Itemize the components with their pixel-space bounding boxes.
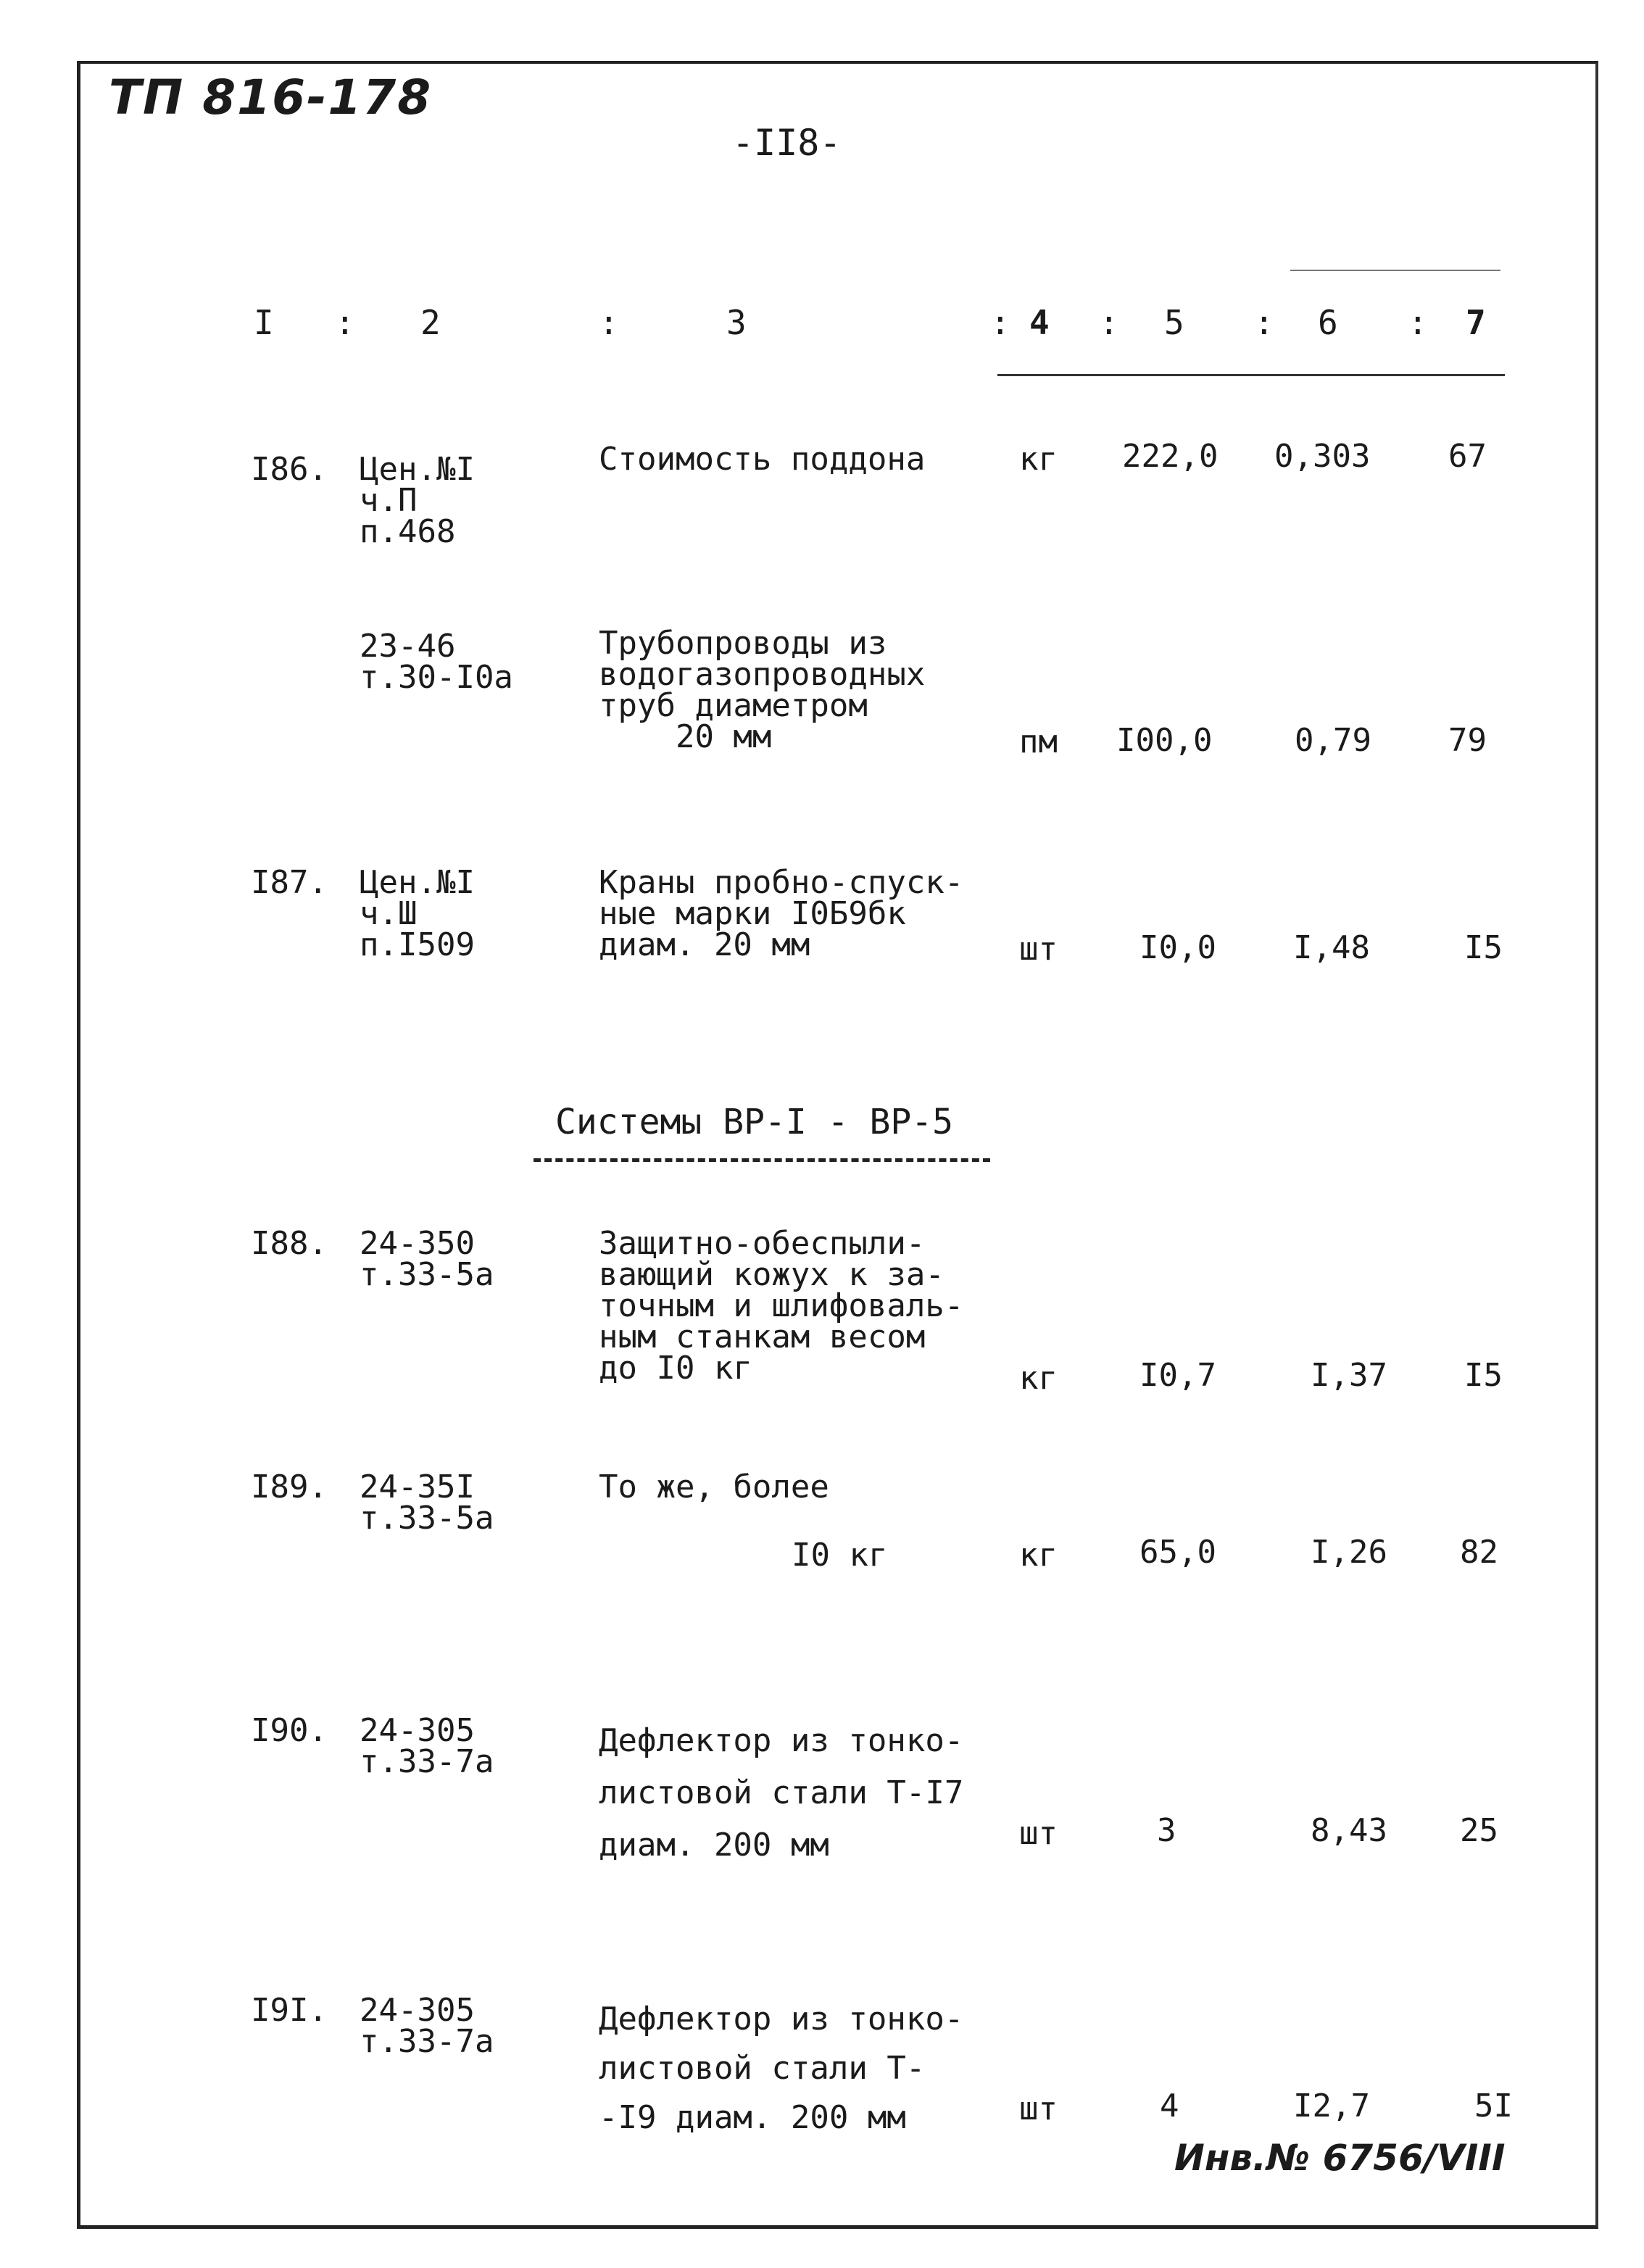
row-reference: Цен.№I ч.Ш п.I509 — [360, 864, 475, 963]
row-number: I88. — [251, 1225, 328, 1262]
column-header-5: 5 — [1164, 303, 1184, 342]
page-border — [77, 61, 1598, 2229]
row-quantity: I0,7 — [1139, 1357, 1216, 1394]
row-description: Трубопроводы из водогазопроводных труб диаметром 20 мм — [599, 625, 926, 755]
row-unit: кг — [1019, 441, 1058, 478]
column-separator: : — [599, 303, 619, 342]
row-description: Краны пробно-спуск- ные марки I0Б9бк диам. 20 мм — [599, 864, 964, 963]
row-price: 0,303 — [1274, 438, 1371, 475]
section-underline — [534, 1158, 990, 1162]
column-separator: : — [335, 303, 355, 342]
column-header-4: 4 — [1029, 303, 1050, 342]
row-reference: 24-35I т.33-5а — [360, 1469, 494, 1537]
row-quantity: I0,0 — [1139, 929, 1216, 966]
row-quantity: I00,0 — [1116, 722, 1213, 759]
row-reference: 24-305 т.33-7а — [360, 1992, 494, 2060]
column-header-2: 2 — [420, 303, 441, 342]
row-total: I5 — [1464, 929, 1503, 966]
row-reference: 24-350 т.33-5а — [360, 1225, 494, 1293]
row-total: 67 — [1448, 438, 1487, 475]
section-title: Системы ВР-I - ВР-5 — [555, 1102, 954, 1142]
column-header-3: 3 — [726, 303, 747, 342]
row-description: То же, более — [599, 1469, 829, 1505]
row-number: I9I. — [251, 1992, 328, 2029]
row-reference: 24-305 т.33-7а — [360, 1712, 494, 1780]
column-header-7: 7 — [1466, 303, 1486, 342]
row-reference: 23-46 т.30-I0а — [360, 628, 513, 696]
row-price: I,48 — [1293, 929, 1370, 966]
row-price: 8,43 — [1311, 1812, 1387, 1849]
row-total: 82 — [1460, 1534, 1498, 1571]
page-number: -II8- — [732, 122, 842, 164]
row-total: I5 — [1464, 1357, 1503, 1394]
column-separator: : — [1408, 303, 1428, 342]
row-unit: пм — [1019, 723, 1058, 760]
row-quantity: 4 — [1160, 2088, 1179, 2124]
row-unit: шт — [1019, 931, 1058, 968]
row-unit: шт — [1019, 1815, 1058, 1852]
row-unit: кг — [1019, 1537, 1058, 1574]
row-quantity: 65,0 — [1139, 1534, 1216, 1571]
row-unit: шт — [1019, 2090, 1058, 2127]
row-description: Стоимость поддона — [599, 441, 926, 478]
row-number: I89. — [251, 1469, 328, 1505]
row-number: I86. — [251, 451, 328, 488]
row-total: 5I — [1474, 2088, 1513, 2124]
row-number: I90. — [251, 1712, 328, 1749]
inventory-signature: Инв.№ 6756/VIII — [1174, 2137, 1506, 2179]
column-separator: : — [1254, 303, 1274, 342]
row-price: I,37 — [1311, 1357, 1387, 1394]
row-total: 25 — [1460, 1812, 1498, 1849]
row-description: Защитно-обеспыли- вающий кожух к за- точным и шлифоваль- ным станкам весом до I0 кг — [599, 1225, 964, 1387]
row-price: I2,7 — [1293, 2088, 1370, 2124]
row-total: 79 — [1448, 722, 1487, 759]
column-separator: : — [990, 303, 1010, 342]
column-separator: : — [1099, 303, 1119, 342]
header-bottom-rule — [997, 374, 1505, 376]
row-unit: кг — [1019, 1360, 1058, 1397]
document-code: ТП 816-178 — [109, 70, 433, 125]
row-number: I87. — [251, 864, 328, 901]
row-description: Дефлектор из тонко- листовой стали Т-I7 диам. 200 мм — [599, 1722, 964, 1864]
header-top-rule — [1290, 270, 1500, 271]
row-price: 0,79 — [1295, 722, 1371, 759]
row-description-continued: I0 кг — [792, 1537, 888, 1574]
column-header-6: 6 — [1318, 303, 1338, 342]
column-header-1: I — [254, 303, 274, 342]
row-quantity: 3 — [1157, 1812, 1176, 1849]
row-reference: Цен.№I ч.П п.468 — [360, 451, 475, 550]
row-price: I,26 — [1311, 1534, 1387, 1571]
row-description: Дефлектор из тонко- листовой стали Т- -I9 диам. 200 мм — [599, 2001, 964, 2136]
row-quantity: 222,0 — [1122, 438, 1219, 475]
